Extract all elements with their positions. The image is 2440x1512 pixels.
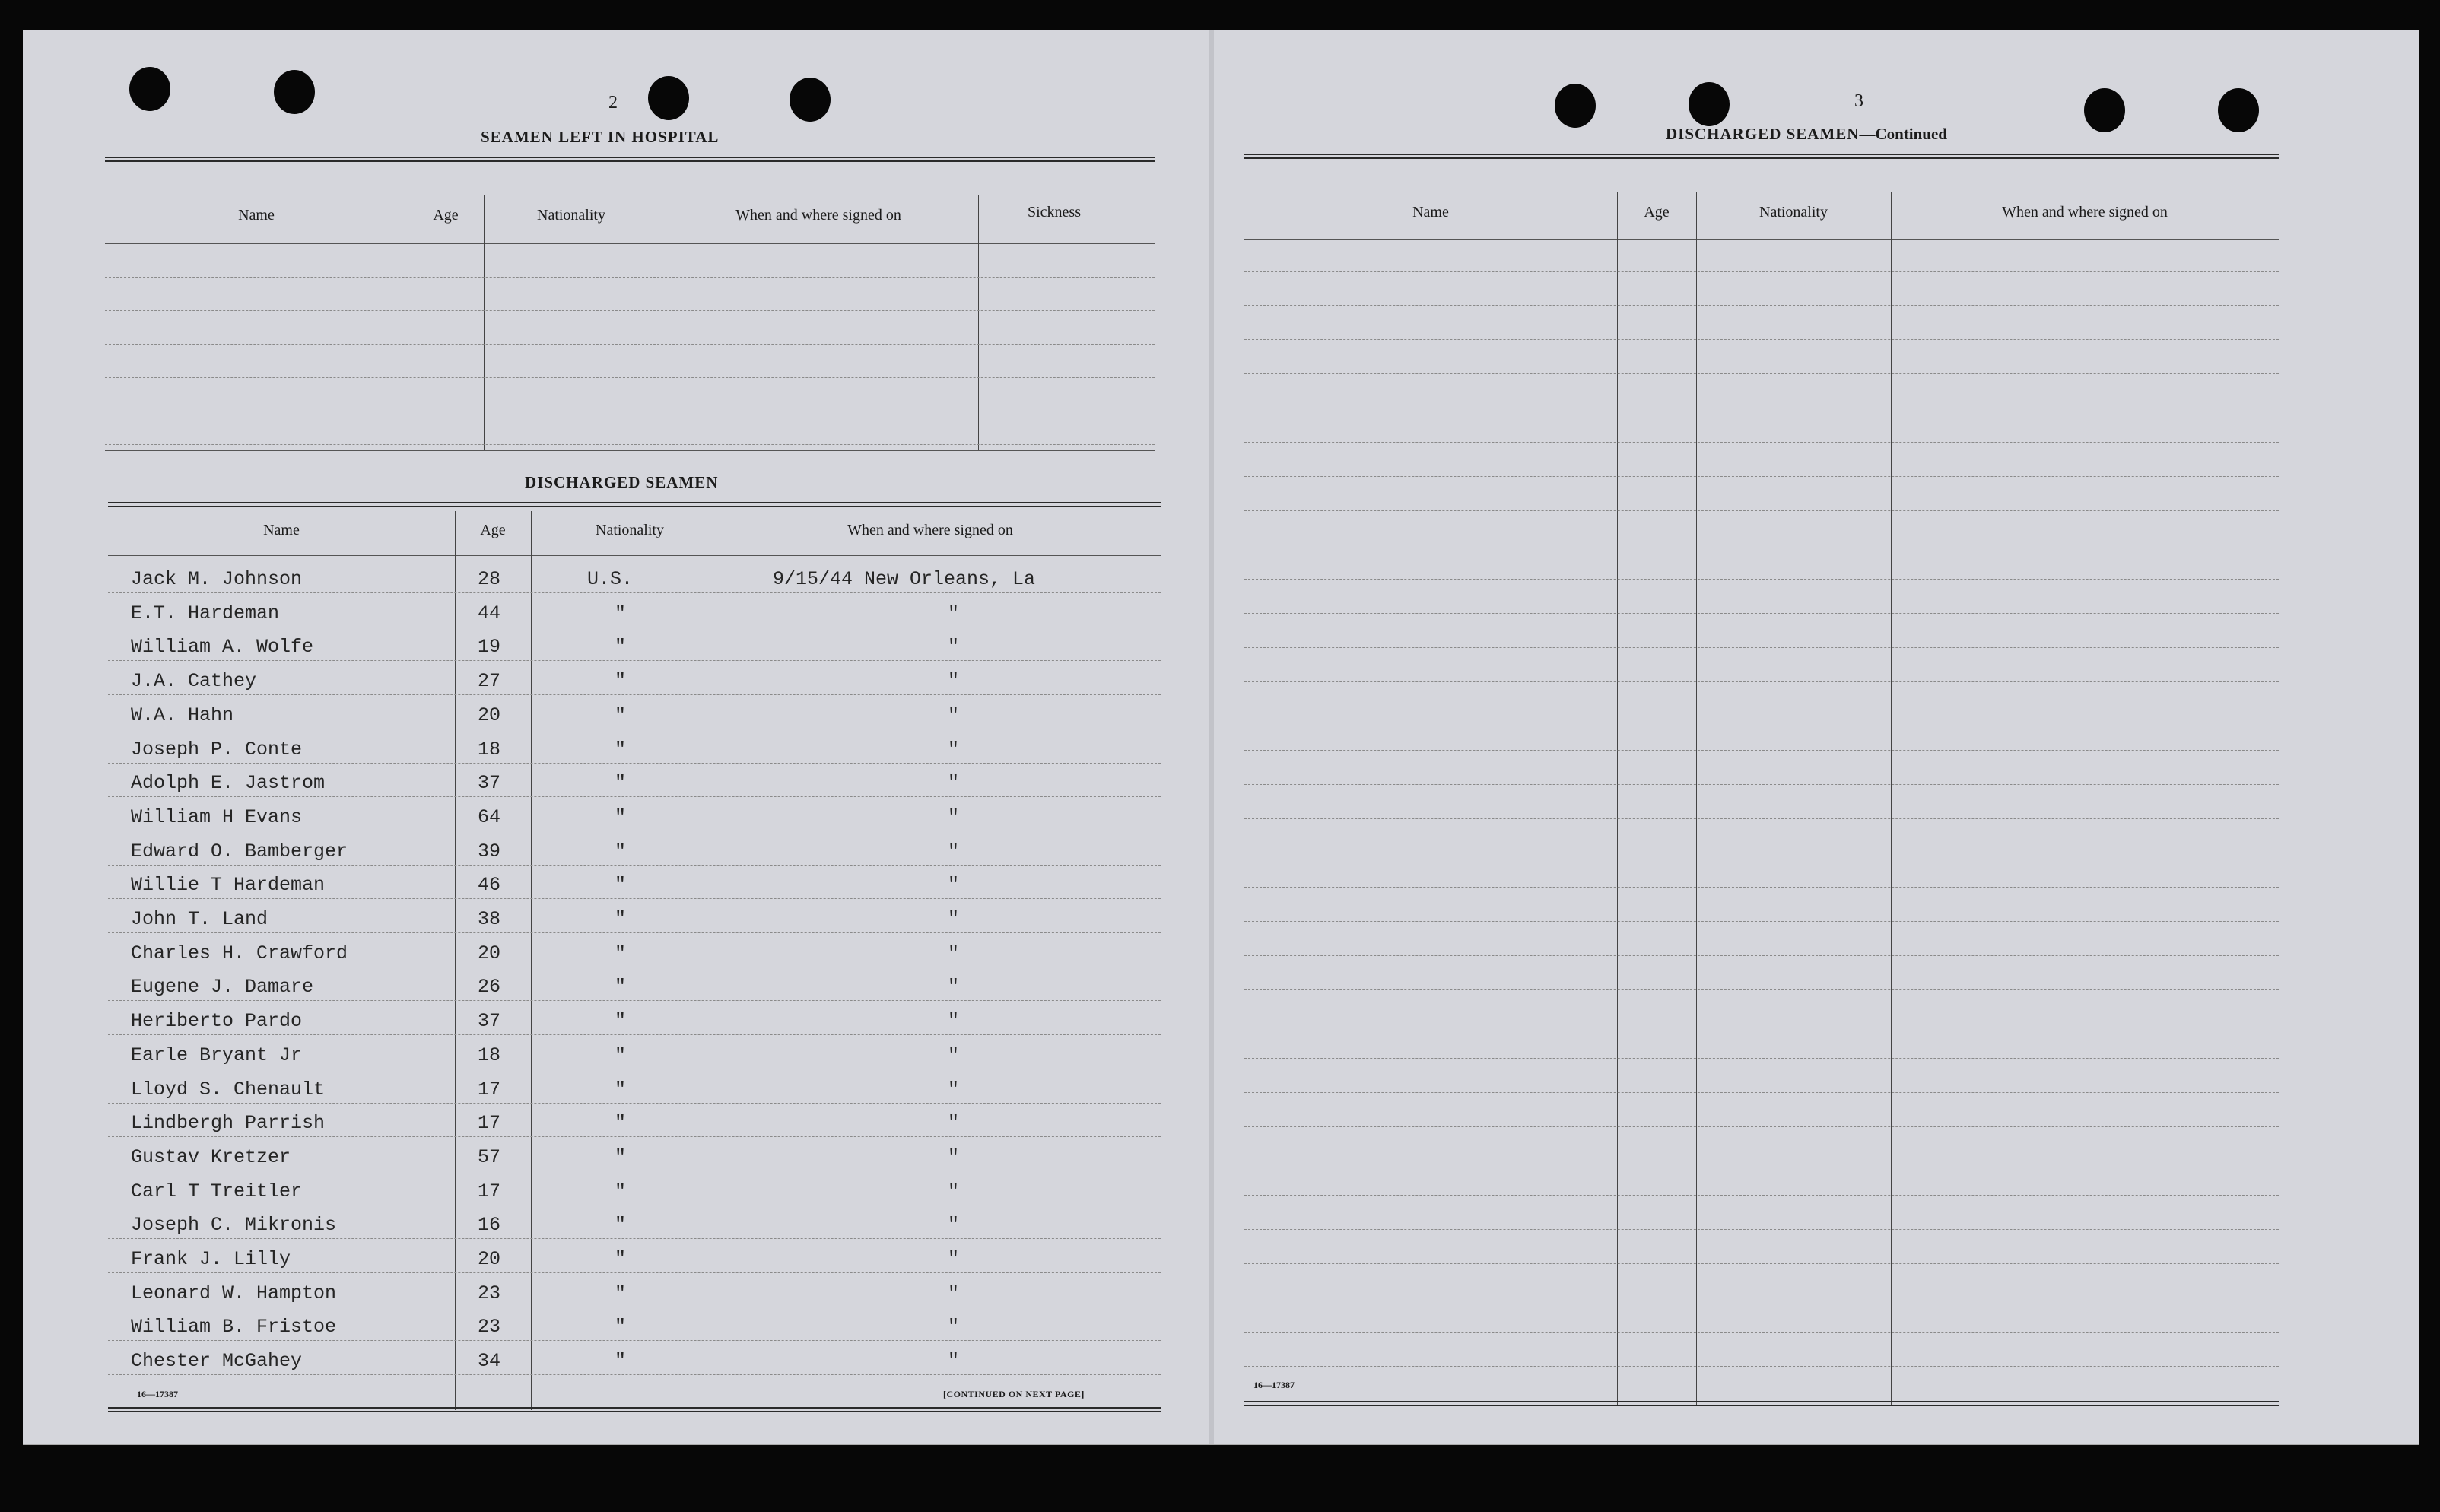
row-rule bbox=[1244, 1263, 2279, 1264]
col-header-nationality: Nationality bbox=[537, 207, 605, 224]
seaman-name: John T. Land bbox=[131, 908, 268, 930]
table-row bbox=[108, 627, 1161, 661]
discharged-section-title: DISCHARGED SEAMEN bbox=[525, 473, 719, 491]
table-row bbox=[108, 866, 1161, 899]
table-row bbox=[108, 1342, 1161, 1375]
seaman-signed-on: " bbox=[948, 1316, 960, 1339]
row-rule bbox=[1244, 784, 2279, 785]
seaman-signed-on: " bbox=[948, 1282, 960, 1304]
col-header-sickness: Sickness bbox=[1028, 204, 1081, 221]
seaman-name: Frank J. Lilly bbox=[131, 1248, 291, 1270]
document-sheet bbox=[23, 30, 2419, 1445]
seaman-signed-on: " bbox=[948, 636, 960, 659]
table-row bbox=[108, 1240, 1161, 1273]
header-rule bbox=[1244, 154, 2279, 159]
seaman-age: 46 bbox=[478, 874, 501, 897]
seaman-age: 37 bbox=[478, 1010, 501, 1033]
table-row bbox=[108, 1307, 1161, 1341]
seaman-age: 16 bbox=[478, 1214, 501, 1237]
seaman-age: 20 bbox=[478, 1248, 501, 1270]
seaman-age: 17 bbox=[478, 1078, 501, 1101]
header-bottom-rule bbox=[108, 555, 1161, 556]
row-rule bbox=[1244, 921, 2279, 922]
seaman-nationality: " bbox=[615, 1043, 627, 1066]
seaman-nationality: " bbox=[615, 738, 627, 761]
seaman-name: J.A. Cathey bbox=[131, 670, 257, 693]
row-rule bbox=[105, 344, 1155, 345]
row-rule bbox=[1244, 579, 2279, 580]
seaman-age: 17 bbox=[478, 1112, 501, 1135]
row-rule bbox=[1244, 681, 2279, 682]
row-rule bbox=[1244, 1092, 2279, 1093]
seaman-nationality: " bbox=[615, 1316, 627, 1339]
seaman-age: 26 bbox=[478, 976, 501, 999]
title-main: DISCHARGED SEAMEN bbox=[1666, 125, 1860, 143]
seaman-name: William B. Fristoe bbox=[131, 1316, 337, 1339]
row-rule bbox=[1244, 1366, 2279, 1367]
row-rule bbox=[105, 444, 1155, 445]
discharged-continued-title bbox=[1666, 125, 1947, 144]
punch-hole bbox=[129, 67, 170, 111]
seaman-signed-on: " bbox=[948, 805, 960, 828]
seaman-nationality: U.S. bbox=[587, 568, 634, 590]
seaman-age: 18 bbox=[478, 1043, 501, 1066]
col-header-name: Name bbox=[263, 522, 300, 538]
table-bottom-rule bbox=[105, 450, 1155, 451]
col-header-nationality: Nationality bbox=[1759, 204, 1828, 221]
title-suffix: —Continued bbox=[1859, 125, 1947, 143]
row-rule bbox=[1244, 989, 2279, 990]
row-rule bbox=[1244, 818, 2279, 819]
header-bottom-rule bbox=[105, 243, 1155, 244]
punch-hole bbox=[1689, 82, 1730, 126]
col-header-name: Name bbox=[238, 207, 275, 224]
seaman-age: 20 bbox=[478, 704, 501, 726]
seaman-age: 28 bbox=[478, 568, 501, 590]
seaman-name: Adolph E. Jastrom bbox=[131, 772, 326, 795]
seaman-signed-on: " bbox=[948, 976, 960, 999]
table-row bbox=[108, 1274, 1161, 1307]
table-row bbox=[108, 832, 1161, 866]
seaman-age: 34 bbox=[478, 1350, 501, 1373]
table-row bbox=[108, 1036, 1161, 1069]
col-header-nationality: Nationality bbox=[596, 522, 664, 538]
seaman-nationality: " bbox=[615, 772, 627, 795]
continued-note: [CONTINUED ON NEXT PAGE] bbox=[943, 1389, 1085, 1399]
page-number: 3 bbox=[1854, 91, 1863, 111]
table-bottom-rule bbox=[1244, 1401, 2279, 1406]
col-header-age: Age bbox=[480, 522, 506, 538]
col-header-age: Age bbox=[1644, 204, 1670, 221]
seaman-nationality: " bbox=[615, 1078, 627, 1101]
row-rule bbox=[105, 277, 1155, 278]
row-rule bbox=[1244, 271, 2279, 272]
row-rule bbox=[1244, 1332, 2279, 1333]
seaman-age: 20 bbox=[478, 942, 501, 964]
table-row bbox=[108, 1002, 1161, 1035]
seaman-name: William A. Wolfe bbox=[131, 636, 314, 659]
table-row bbox=[108, 560, 1161, 593]
seaman-nationality: " bbox=[615, 1180, 627, 1202]
seaman-name: Heriberto Pardo bbox=[131, 1010, 303, 1033]
seaman-nationality: " bbox=[615, 1350, 627, 1373]
row-rule bbox=[1244, 1058, 2279, 1059]
table-bottom-rule bbox=[108, 1407, 1161, 1412]
seaman-signed-on: " bbox=[948, 1350, 960, 1373]
seaman-nationality: " bbox=[615, 670, 627, 693]
seaman-signed-on: " bbox=[948, 908, 960, 930]
table-row bbox=[108, 764, 1161, 797]
seaman-nationality: " bbox=[615, 602, 627, 624]
seaman-name: Chester McGahey bbox=[131, 1350, 303, 1373]
row-rule bbox=[1244, 955, 2279, 956]
sheet-edge bbox=[23, 1444, 2419, 1445]
table-row bbox=[108, 967, 1161, 1001]
punch-hole bbox=[274, 70, 315, 114]
table-row bbox=[108, 1138, 1161, 1171]
seaman-signed-on: " bbox=[948, 1010, 960, 1033]
seaman-age: 27 bbox=[478, 670, 501, 693]
seaman-name: Joseph P. Conte bbox=[131, 738, 303, 761]
table-row bbox=[108, 1070, 1161, 1104]
row-rule bbox=[1244, 647, 2279, 648]
seaman-name: Willie T Hardeman bbox=[131, 874, 326, 897]
seaman-age: 38 bbox=[478, 908, 501, 930]
row-rule bbox=[1244, 1126, 2279, 1127]
table-row bbox=[108, 662, 1161, 695]
row-rule bbox=[1244, 305, 2279, 306]
table-row bbox=[108, 730, 1161, 764]
table-row bbox=[108, 798, 1161, 831]
seaman-name: E.T. Hardeman bbox=[131, 602, 280, 624]
punch-hole bbox=[2218, 88, 2259, 132]
seaman-nationality: " bbox=[615, 942, 627, 964]
seaman-signed-on: " bbox=[948, 772, 960, 795]
seaman-age: 18 bbox=[478, 738, 501, 761]
seaman-nationality: " bbox=[615, 636, 627, 659]
punch-hole bbox=[1555, 84, 1596, 128]
header-bottom-rule bbox=[1244, 239, 2279, 240]
seaman-age: 64 bbox=[478, 805, 501, 828]
seaman-age: 23 bbox=[478, 1316, 501, 1339]
row-rule bbox=[1244, 442, 2279, 443]
row-rule bbox=[105, 377, 1155, 378]
seaman-name: Lindbergh Parrish bbox=[131, 1112, 326, 1135]
punch-hole bbox=[648, 76, 689, 120]
seaman-age: 57 bbox=[478, 1145, 501, 1168]
seaman-signed-on: " bbox=[948, 602, 960, 624]
discharged-table bbox=[108, 502, 1161, 1412]
seaman-name: Jack M. Johnson bbox=[131, 568, 303, 590]
column-divider bbox=[484, 195, 485, 450]
seaman-nationality: " bbox=[615, 1145, 627, 1168]
seaman-name: Gustav Kretzer bbox=[131, 1145, 291, 1168]
row-rule bbox=[1244, 613, 2279, 614]
row-rule bbox=[1244, 887, 2279, 888]
punch-hole bbox=[790, 78, 831, 122]
seaman-name: Charles H. Crawford bbox=[131, 942, 348, 964]
seaman-age: 19 bbox=[478, 636, 501, 659]
page-number: 2 bbox=[608, 93, 618, 113]
row-rule bbox=[108, 1374, 1161, 1375]
table-row bbox=[108, 934, 1161, 967]
table-row bbox=[108, 1205, 1161, 1239]
seaman-signed-on: " bbox=[948, 1043, 960, 1066]
seaman-signed-on: " bbox=[948, 1078, 960, 1101]
table-row bbox=[108, 594, 1161, 627]
seaman-age: 37 bbox=[478, 772, 501, 795]
table-row bbox=[108, 900, 1161, 933]
seaman-age: 39 bbox=[478, 840, 501, 862]
seaman-name: W.A. Hahn bbox=[131, 704, 234, 726]
seaman-signed-on: " bbox=[948, 670, 960, 693]
seaman-nationality: " bbox=[615, 1282, 627, 1304]
seaman-signed-on: " bbox=[948, 704, 960, 726]
seaman-name: Earle Bryant Jr bbox=[131, 1043, 303, 1066]
col-header-signed-on: When and where signed on bbox=[2002, 204, 2168, 221]
column-divider bbox=[978, 195, 979, 450]
seaman-signed-on: " bbox=[948, 1180, 960, 1202]
seaman-nationality: " bbox=[615, 1214, 627, 1237]
row-rule bbox=[1244, 1229, 2279, 1230]
seaman-signed-on: " bbox=[948, 942, 960, 964]
col-header-age: Age bbox=[433, 207, 459, 224]
col-header-name: Name bbox=[1412, 204, 1449, 221]
seaman-age: 23 bbox=[478, 1282, 501, 1304]
right-page bbox=[1209, 30, 2419, 1445]
seaman-signed-on: " bbox=[948, 1145, 960, 1168]
seaman-name: William H Evans bbox=[131, 805, 303, 828]
table-row bbox=[108, 1172, 1161, 1205]
row-rule bbox=[1244, 510, 2279, 511]
seaman-signed-on: " bbox=[948, 1214, 960, 1237]
hospital-table bbox=[105, 157, 1155, 452]
seaman-nationality: " bbox=[615, 1010, 627, 1033]
seaman-signed-on: " bbox=[948, 874, 960, 897]
hospital-section-title: SEAMEN LEFT IN HOSPITAL bbox=[481, 128, 720, 146]
seaman-name: Joseph C. Mikronis bbox=[131, 1214, 337, 1237]
seaman-nationality: " bbox=[615, 874, 627, 897]
seaman-signed-on: " bbox=[948, 1112, 960, 1135]
seaman-age: 17 bbox=[478, 1180, 501, 1202]
row-rule bbox=[1244, 476, 2279, 477]
table-row bbox=[108, 696, 1161, 729]
punch-hole bbox=[2084, 88, 2125, 132]
seaman-age: 44 bbox=[478, 602, 501, 624]
discharged-continued-table bbox=[1244, 154, 2279, 1407]
seaman-signed-on: " bbox=[948, 840, 960, 862]
seaman-nationality: " bbox=[615, 805, 627, 828]
col-header-signed-on: When and where signed on bbox=[735, 207, 901, 224]
form-code: 16—17387 bbox=[1253, 1380, 1295, 1390]
row-rule bbox=[105, 310, 1155, 311]
header-rule bbox=[105, 157, 1155, 162]
row-rule bbox=[1244, 339, 2279, 340]
seaman-name: Edward O. Bamberger bbox=[131, 840, 348, 862]
form-code: 16—17387 bbox=[137, 1389, 178, 1399]
seaman-nationality: " bbox=[615, 1248, 627, 1270]
seaman-nationality: " bbox=[615, 704, 627, 726]
seaman-signed-on: 9/15/44 New Orleans, La bbox=[773, 568, 1036, 590]
seaman-signed-on: " bbox=[948, 1248, 960, 1270]
left-page bbox=[23, 30, 1209, 1445]
seaman-nationality: " bbox=[615, 908, 627, 930]
row-rule bbox=[1244, 1195, 2279, 1196]
row-rule bbox=[1244, 750, 2279, 751]
seaman-name: Eugene J. Damare bbox=[131, 976, 314, 999]
col-header-signed-on: When and where signed on bbox=[847, 522, 1013, 538]
header-rule bbox=[108, 502, 1161, 507]
row-rule bbox=[1244, 373, 2279, 374]
seaman-nationality: " bbox=[615, 1112, 627, 1135]
seaman-nationality: " bbox=[615, 840, 627, 862]
table-row bbox=[108, 1104, 1161, 1137]
seaman-name: Leonard W. Hampton bbox=[131, 1282, 337, 1304]
seaman-nationality: " bbox=[615, 976, 627, 999]
seaman-name: Carl T Treitler bbox=[131, 1180, 303, 1202]
seaman-name: Lloyd S. Chenault bbox=[131, 1078, 326, 1101]
seaman-signed-on: " bbox=[948, 738, 960, 761]
